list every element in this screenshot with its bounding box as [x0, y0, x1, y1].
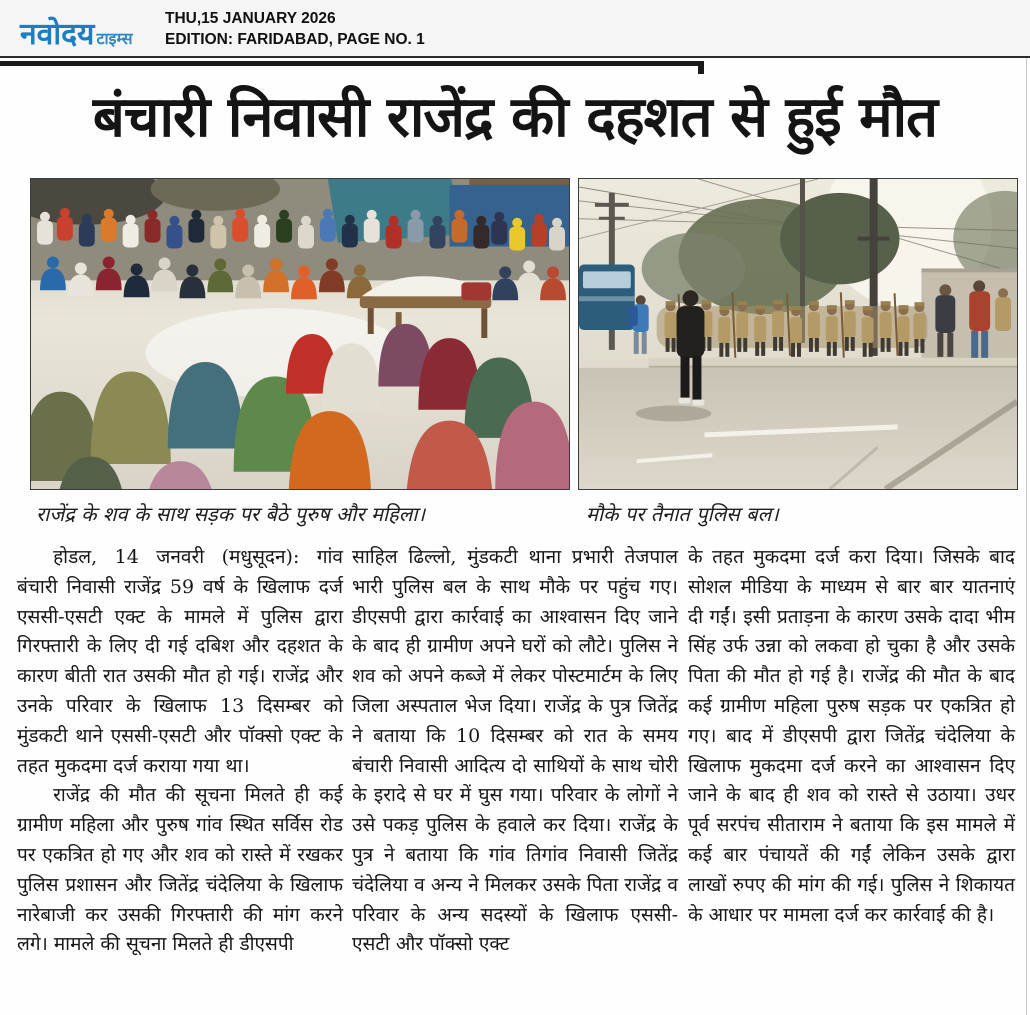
police-photo-illustration — [579, 179, 1017, 489]
paragraph: राजेंद्र की मौत की सूचना मिलते ही कई ग्रामीण महिला और पुरुष गांव स्थित सर्विस रोड पर एकत्रित हो गए और शव को रास्ते में रखकर पुलिस प्रशासन और जितेंद्र चंदेलिया के खिलाफ नारेबाजी कर उसकी गिरफ्तारी की मांग करने लगे। मामले की सूचना मिलते ही डीएसपी — [17, 784, 343, 956]
masthead — [0, 0, 1030, 57]
photo-caption-left: राजेंद्र के शव के साथ सड़क पर बैठे पुरुष और महिला। — [36, 502, 426, 526]
paragraph: के तहत मुकदमा दर्ज करा दिया। जिसके बाद सोशल मीडिया के माध्यम से बार बार यातनाएं दी गईं। इसी प्रताड़ना के कारण उसके दादा भीम सिंह उर्फ उन्ना को लकवा हो चुका है और उसके पिता की मौत हो गई है। राजेंद्र की मौत के बाद कई ग्रामीण महिला पुरुष सड़क पर एकत्रित हो गए। बाद में डीएसपी द्वारा जितेंद्र चंदेलिया के खिलाफ मुकदमा दर्ज करने का आश्वासन दिए जाने के बाद ही शव को रास्ते से उठाया। उधर पूर्व सरपंच सीताराम ने बताया कि इस मामले में कई बार पंचायतें की गईं लेकिन उसके द्वारा लाखों रुपए की मांग की गई। पुलिस ने शिकायत के आधार पर मामला दर्ज कर कार्रवाई की है। — [688, 546, 1015, 926]
article-headline: बंचारी निवासी राजेंद्र की दहशत से हुई मौत — [92, 85, 938, 150]
logo-main-text: नवोदय — [20, 17, 95, 52]
article-top-rule — [0, 61, 704, 66]
edition-dateline — [165, 8, 425, 50]
masthead-divider-rule — [0, 56, 1030, 58]
edition-line: EDITION: FARIDABAD, PAGE NO. 1 — [165, 31, 425, 48]
newspaper-logo — [20, 12, 133, 53]
body-column-2 — [352, 543, 678, 960]
photo-caption-right: मौके पर तैनात पुलिस बल। — [586, 502, 779, 526]
paragraph: साहिल ढिल्लो, मुंडकटी थाना प्रभारी तेजपाल भारी पुलिस बल के साथ मौके पर पहुंच गए। डीएसपी द्वारा कार्रवाई का आश्वासन दिए जाने के बाद ही ग्रामीण अपने घरों को लौटे। पुलिस ने शव को अपने कब्जे में लेकर पोस्टमार्टम के लिए जिला अस्पताल भेज दिया। राजेंद्र के पुत्र जितेंद्र ने बताया कि 10 दिसम्बर को रात के समय बंचारी निवासी आदित्य दो साथियों के साथ चोरी के इरादे से घर में घुस गया। परिवार के लोगों ने उसे पकड़ पुलिस के हवाले कर दिया। राजेंद्र के पुत्र ने बताया कि गांव तिगांव निवासी जितेंद्र चंदेलिया व अन्य ने मिलकर उसके पिता राजेंद्र व परिवार के अन्य सदस्यों के खिलाफ एससी-एसटी और पॉक्सो एक्ट — [352, 546, 678, 956]
page-right-border — [1026, 58, 1027, 1015]
police-deployment-photo — [578, 178, 1018, 490]
body-column-1 — [17, 543, 343, 960]
body-column-3 — [688, 543, 1015, 930]
crowd-with-body-photo — [30, 178, 570, 490]
logo-sub-text: टाइम्स — [96, 29, 133, 48]
date-line: THU,15 JANUARY 2026 — [165, 10, 336, 27]
paragraph: होडल, 14 जनवरी (मधुसूदन): गांव बंचारी निवासी राजेंद्र 59 वर्ष के खिलाफ दर्ज एससी-एसटी एक्ट के मामले में पुलिस द्वारा गिरफ्तारी के लिए दी गई दबिश और दहशत के कारण बीती रात उसकी मौत हो गई। राजेंद्र और उनके परिवार के खिलाफ 13 दिसम्बर को मुंडकटी थाने एससी-एसटी और पॉक्सो एक्ट के तहत मुकदमा दर्ज कराया गया था। — [17, 546, 343, 777]
crowd-photo-illustration — [31, 179, 569, 489]
